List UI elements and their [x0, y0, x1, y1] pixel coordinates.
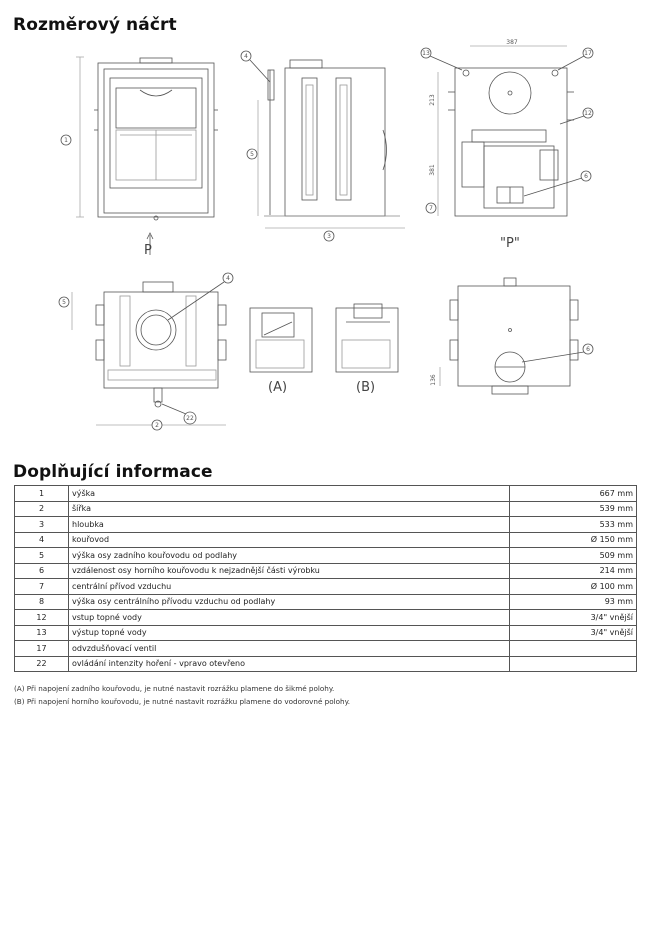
- technical-drawing: [0, 36, 656, 446]
- row-value: 3/4" vnější: [510, 625, 637, 641]
- rear-view: [421, 39, 593, 251]
- row-value: Ø 100 mm: [510, 579, 637, 595]
- front-view: [61, 57, 218, 258]
- table-row: [15, 641, 637, 657]
- row-number: 4: [15, 532, 69, 548]
- table-row: [15, 548, 637, 564]
- callout-12: 12: [584, 110, 592, 117]
- row-description: vstup topné vody: [69, 610, 510, 626]
- top-view: [59, 273, 233, 430]
- callout-1: 1: [64, 137, 68, 144]
- row-description: odvzdušňovací ventil: [69, 641, 510, 657]
- table-row: [15, 610, 637, 626]
- spec-table: [14, 485, 637, 672]
- callout-8: 7: [429, 205, 433, 212]
- row-description: kouřovod: [69, 532, 510, 548]
- callout-5: 5: [250, 151, 254, 158]
- row-value: 214 mm: [510, 563, 637, 579]
- callout-7-bottom: 6: [586, 346, 590, 353]
- row-number: 22: [15, 656, 69, 672]
- table-row: [15, 532, 637, 548]
- row-value: 539 mm: [510, 501, 637, 517]
- row-value: Ø 150 mm: [510, 532, 637, 548]
- note-b: (B) Při napojení horního kouřovodu, je nutné nastavit rozrážku plamene do vodorovné polohy.: [14, 697, 351, 706]
- callout-13: 13: [422, 50, 430, 57]
- callout-22: 22: [186, 415, 194, 422]
- row-number: 6: [15, 563, 69, 579]
- row-description: ovládání intenzity hoření - vpravo otevřeno: [69, 656, 510, 672]
- callout-7-rear: 6: [584, 173, 588, 180]
- side-view: [241, 51, 405, 241]
- variant-b-label: (B): [356, 380, 376, 395]
- row-value: 3/4" vnější: [510, 610, 637, 626]
- row-number: 1: [15, 486, 69, 502]
- row-description: výška osy zadního kouřovodu od podlahy: [69, 548, 510, 564]
- row-value: [510, 656, 637, 672]
- dim-213: 213: [429, 94, 436, 106]
- row-number: 17: [15, 641, 69, 657]
- table-row: [15, 563, 637, 579]
- callout-3: 3: [327, 233, 331, 240]
- bottom-view: [430, 278, 593, 394]
- table-row: [15, 625, 637, 641]
- row-value: 533 mm: [510, 517, 637, 533]
- row-number: 7: [15, 579, 69, 595]
- row-description: výška: [69, 486, 510, 502]
- table-row: [15, 656, 637, 672]
- row-number: 3: [15, 517, 69, 533]
- dim-136: 136: [430, 374, 437, 386]
- sketch-title: Rozměrový náčrt: [13, 15, 177, 35]
- row-number: 13: [15, 625, 69, 641]
- dim-381: 381: [429, 164, 436, 176]
- callout-4-top: 4: [244, 53, 248, 60]
- row-description: výška osy centrálního přívodu vzduchu od podlahy: [69, 594, 510, 610]
- row-number: 5: [15, 548, 69, 564]
- info-title: Doplňující informace: [13, 462, 213, 482]
- callout-6: 5: [62, 299, 66, 306]
- table-row: [15, 579, 637, 595]
- row-number: 2: [15, 501, 69, 517]
- table-row: [15, 501, 637, 517]
- table-row: [15, 594, 637, 610]
- row-description: centrální přívod vzduchu: [69, 579, 510, 595]
- variant-b: [336, 304, 398, 395]
- view-label-p: "P": [500, 236, 520, 251]
- callout-17: 17: [584, 50, 592, 57]
- table-row: [15, 517, 637, 533]
- callout-2: 2: [155, 422, 159, 429]
- row-description: vzdálenost osy horního kouřovodu k nejzadnější části výrobku: [69, 563, 510, 579]
- dim-387: 387: [506, 39, 518, 46]
- table-row: [15, 486, 637, 502]
- row-value: [510, 641, 637, 657]
- variant-a-label: (A): [268, 380, 288, 395]
- row-number: 8: [15, 594, 69, 610]
- callout-4-plan: 4: [226, 275, 230, 282]
- note-a: (A) Při napojení zadního kouřovodu, je nutné nastavit rozrážku plamene do šikmé polohy.: [14, 684, 335, 693]
- row-description: šířka: [69, 501, 510, 517]
- row-description: hloubka: [69, 517, 510, 533]
- view-arrow-p: P: [144, 243, 152, 258]
- variant-a: [250, 308, 312, 395]
- row-description: výstup topné vody: [69, 625, 510, 641]
- row-number: 12: [15, 610, 69, 626]
- row-value: 667 mm: [510, 486, 637, 502]
- row-value: 93 mm: [510, 594, 637, 610]
- row-value: 509 mm: [510, 548, 637, 564]
